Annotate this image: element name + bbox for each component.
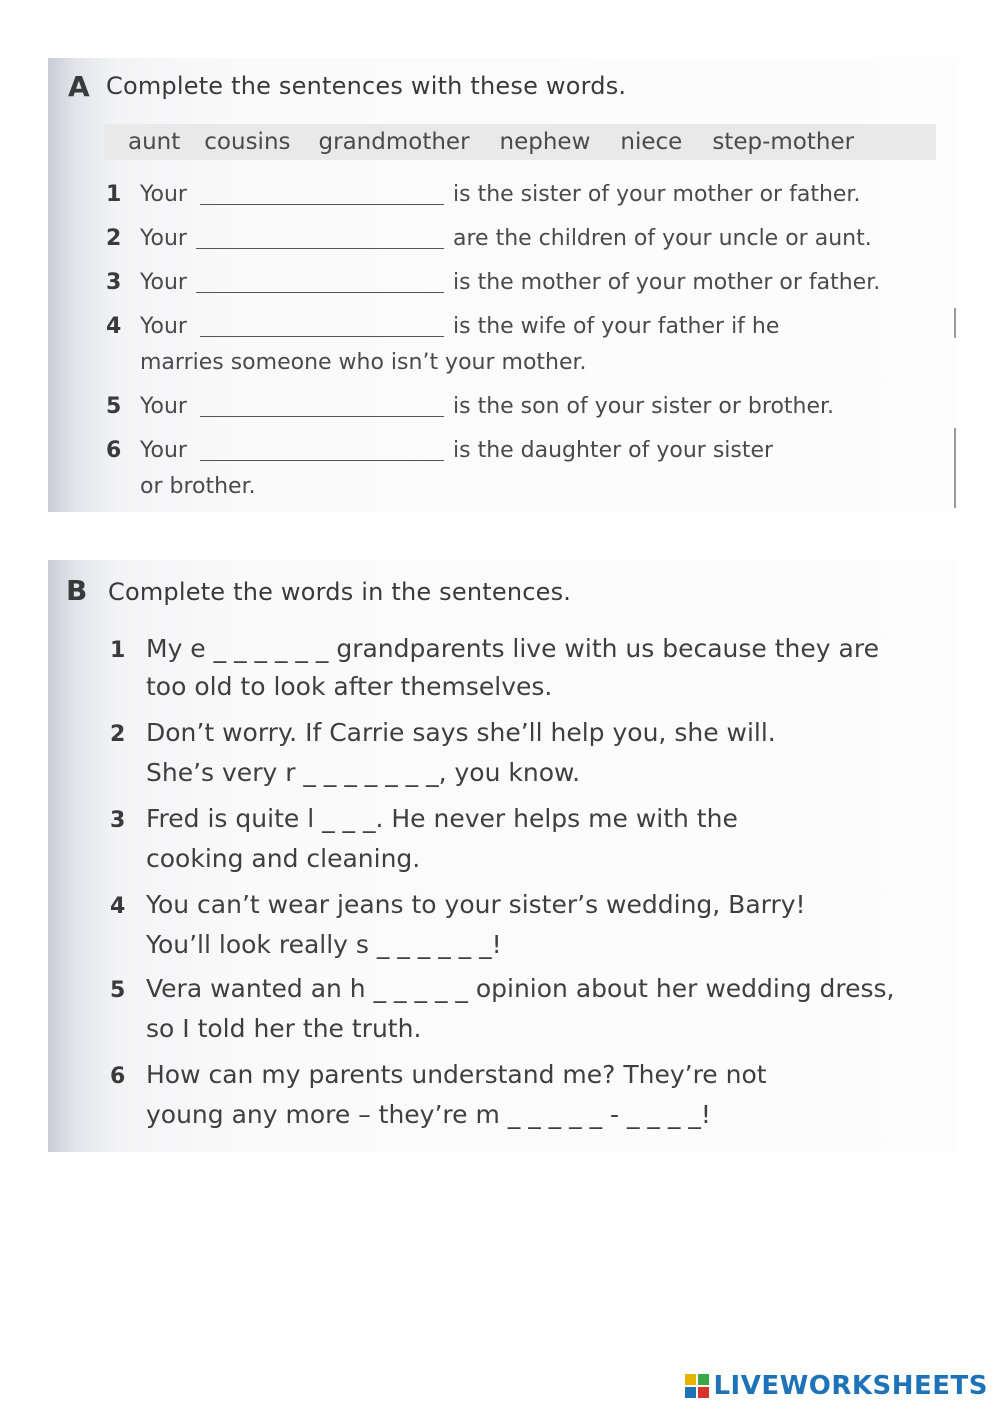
item-line: Fred is quite l _ _ _. He never helps me with the (146, 804, 738, 833)
answer-blank[interactable] (200, 336, 444, 337)
page-edge-mark (954, 308, 956, 338)
item-line: so I told her the truth. (146, 1014, 422, 1043)
item-prefix: Your (140, 226, 187, 251)
logo-square (698, 1374, 709, 1385)
item-text: is the sister of your mother or father. (453, 182, 861, 207)
logo-icon (685, 1374, 709, 1398)
item-line: young any more – they’re m _ _ _ _ _ - _ _ _ _! (146, 1100, 711, 1129)
item-line: My e _ _ _ _ _ _ grandparents live with us because they are (146, 634, 879, 663)
item-number: 6 (106, 438, 122, 463)
item-continuation: marries someone who isn’t your mother. (140, 350, 587, 375)
section-a-panel (48, 58, 958, 512)
liveworksheets-logo (685, 1371, 988, 1401)
word-bank-item: grandmother (318, 129, 470, 155)
logo-square (685, 1387, 696, 1398)
section-b-panel (48, 560, 958, 1152)
item-number: 3 (110, 808, 126, 833)
logo-text: LIVEWORKSHEETS (713, 1371, 988, 1401)
item-line: cooking and cleaning. (146, 844, 421, 873)
item-prefix: Your (140, 438, 187, 463)
item-number: 1 (106, 182, 122, 207)
answer-blank[interactable] (196, 292, 444, 293)
answer-blank[interactable] (200, 416, 444, 417)
item-text: is the daughter of your sister (453, 438, 774, 463)
word-bank-item: nephew (499, 129, 591, 155)
item-prefix: Your (140, 394, 187, 419)
word-bank-item: step-mother (712, 129, 855, 155)
item-line: You’ll look really s _ _ _ _ _ _! (146, 930, 502, 959)
item-number: 5 (106, 394, 122, 419)
item-text: is the wife of your father if he (453, 314, 780, 339)
item-prefix: Your (140, 182, 187, 207)
item-text: is the mother of your mother or father. (453, 270, 881, 295)
item-text: is the son of your sister or brother. (453, 394, 835, 419)
item-line: She’s very r _ _ _ _ _ _ _, you know. (146, 758, 581, 787)
logo-square (698, 1387, 709, 1398)
item-prefix: Your (140, 314, 187, 339)
word-bank (104, 124, 936, 160)
item-prefix: Your (140, 270, 187, 295)
item-line: Don’t worry. If Carrie says she’ll help you, she will. (146, 718, 776, 747)
item-text: are the children of your uncle or aunt. (453, 226, 872, 251)
section-a-heading: Complete the sentences with these words. (106, 72, 627, 100)
answer-blank[interactable] (200, 460, 444, 461)
answer-blank[interactable] (200, 204, 444, 205)
item-line: Vera wanted an h _ _ _ _ _ opinion about her wedding dress, (146, 974, 895, 1003)
word-bank-item: cousins (204, 129, 291, 155)
answer-blank[interactable] (196, 248, 444, 249)
item-line: too old to look after themselves. (146, 672, 553, 701)
word-bank-item: niece (620, 129, 683, 155)
item-line: You can’t wear jeans to your sister’s wedding, Barry! (146, 890, 806, 919)
page-edge-mark (954, 428, 956, 508)
item-number: 6 (110, 1064, 126, 1089)
item-number: 2 (106, 226, 122, 251)
section-a-letter: A (68, 70, 90, 103)
word-bank-item: aunt (128, 129, 181, 155)
item-number: 2 (110, 722, 126, 747)
item-number: 1 (110, 638, 126, 663)
item-number: 5 (110, 978, 126, 1003)
item-number: 4 (106, 314, 122, 339)
section-b-heading: Complete the words in the sentences. (108, 578, 572, 606)
item-continuation: or brother. (140, 474, 256, 499)
logo-square (685, 1374, 696, 1385)
section-b-letter: B (66, 574, 88, 607)
item-number: 3 (106, 270, 122, 295)
item-line: How can my parents understand me? They’re not (146, 1060, 767, 1089)
item-number: 4 (110, 894, 126, 919)
